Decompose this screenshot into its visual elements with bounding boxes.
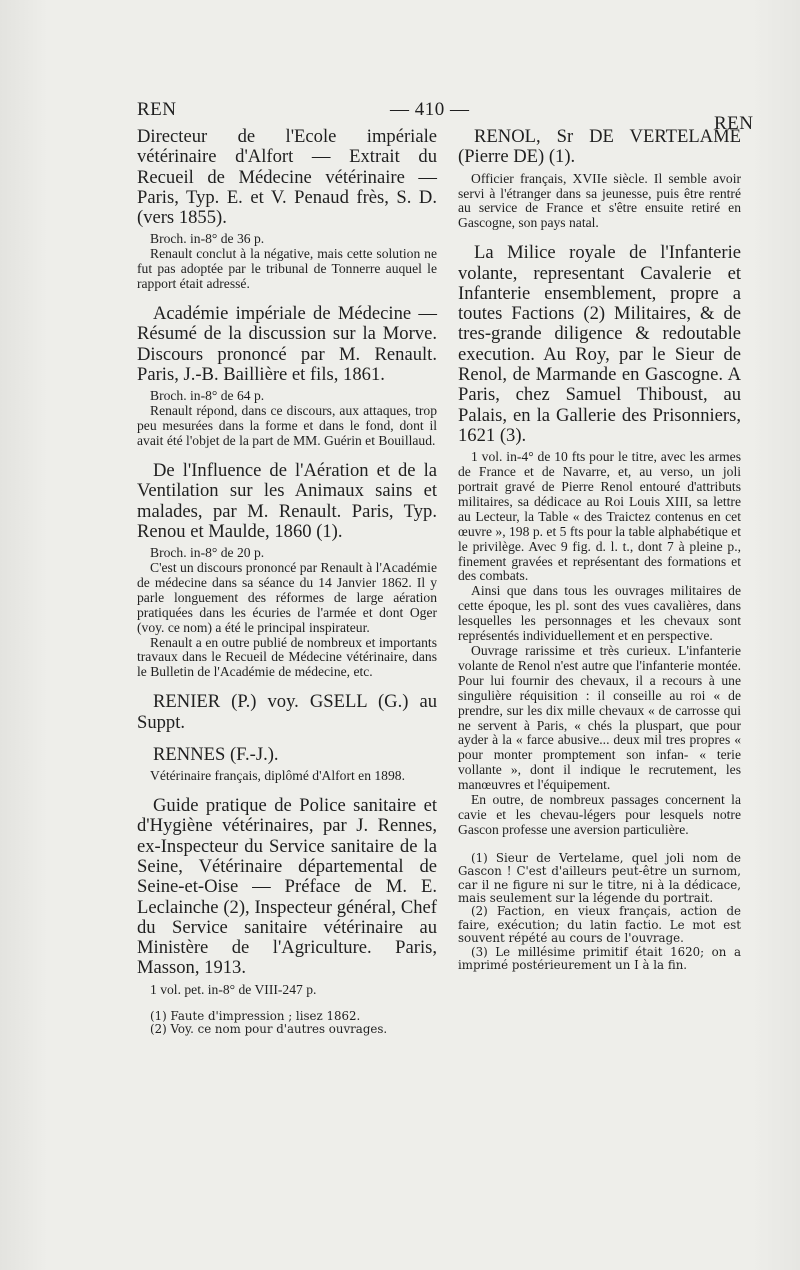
right-footnote: (1) Sieur de Vertelame, quel joli nom de Gascon ! C'est d'ailleurs peut-être un surnom, car il ne figure ni sur le titre, ni à la dédicace, mais seulement sur la légende du portrait. xyxy=(458,850,741,905)
left-entry-title: Directeur de l'Ecole impériale vétérinaire d'Alfort — Extrait du Recueil de Médecine vétérinaire — Paris, Typ. E. et V. Penaud frès, S. D. (vers 1855). xyxy=(137,126,437,229)
left-footnotes xyxy=(137,1010,437,1037)
left-entry-text: Renault conclut à la négative, mais cette solution ne fut pas adoptée par le tribunal de Tonnerre auquel le rapport était adressé. xyxy=(137,246,437,292)
left-footnote: (2) Voy. ce nom pour d'autres ouvrages. xyxy=(150,1022,388,1037)
right-footnote: (3) Le millésime primitif était 1620; on a imprimé postérieurement un I à la fin. xyxy=(458,944,741,972)
right-footnotes xyxy=(458,852,741,973)
left-entry-text: Renault a en outre publié de nombreux et importants travaux dans le Recueil de Médecine vétérinaire, dans le Bulletin de l'Académie de médecine, etc. xyxy=(137,634,437,680)
right-entry-title: RENOL, Sr DE VERTELAME (Pierre DE) (1). xyxy=(458,126,741,168)
left-entry-title: Académie impériale de Médecine — Résumé de la discussion sur la Morve. Discours prononcé par M. Renault. Paris, J.-B. Baillière et fils, 1861. xyxy=(137,303,437,385)
left-entry-text: 1 vol. pet. in-8° de VIII-247 p. xyxy=(150,981,317,997)
left-entry-title: RENIER (P.) voy. GSELL (G.) au Suppt. xyxy=(137,691,437,733)
running-head-left: REN xyxy=(137,99,177,120)
right-entry-text: Officier français, XVIIe siècle. Il semble avoir servi à l'étranger dans sa jeunesse, puis être rentré au service de France et s'être ensuite retiré en Gascogne, son pays natal. xyxy=(458,170,741,231)
left-footnote: (1) Faute d'impression ; lisez 1862. xyxy=(150,1008,361,1023)
left-column xyxy=(137,127,437,1036)
left-entry-title: Guide pratique de Police sanitaire et d'Hygiène vétérinaires, par J. Rennes, ex-Inspecteur du Service sanitaire de la Seine, Vétérinaire départemental de Seine-et-Oise — Préface de M. E. Leclainche (2), Inspecteur général, Chef du Service sanitaire vétérinaire au Ministère de l'Agriculture. Paris, Masson, 1913. xyxy=(137,795,437,979)
left-entry-text: Renault répond, dans ce discours, aux attaques, trop peu mesurées dans la forme et dans le fond, dont il avait été l'objet de la part de MM. Guérin et Bouillaud. xyxy=(137,403,437,449)
left-entry-text: Vétérinaire français, diplômé d'Alfort en 1898. xyxy=(150,768,405,784)
left-entries xyxy=(137,127,437,998)
right-entry-text: Ouvrage rarissime et très curieux. L'infanterie volante de Renol n'est autre que l'infanterie montée. Pour lui fournir des chevaux, il a recours à une singulière réquisition : il conseille au roi « de prendre, sur les dix mille chevaux « de carrosse qui ne servent à Paris, « chés la pluspart, que pour ayder à la « farce abusive... deux mil tres propres « pour monter promptement son infan- « terie vollante », dont il indique le recrutement, les manœuvres et l'équipement. xyxy=(458,642,741,793)
left-entry-title: De l'Influence de l'Aération et de la Ventilation sur les Animaux sains et malades, par M. Renault. Paris, Typ. Renou et Maulde, 1860 (1). xyxy=(137,459,437,542)
running-head-right: REN xyxy=(714,113,754,134)
right-entry-title: La Milice royale de l'Infanterie volante, representant Cavalerie et Infanterie ensemblement, propre a toutes Factions (2) Militaires, & de tres-grande diligence & redoutable execution. Au Roy, par le Sieur de Renol, de Marmande en Gascogne. A Paris, chez Samuel Thiboust, au Palais, en la Gallerie des Prisonniers, 1621 (3). xyxy=(458,242,741,446)
right-footnote: (2) Faction, en vieux français, action de faire, exécution; du latin factio. Le mot est souvent répété au cours de l'ouvrage. xyxy=(458,904,741,946)
left-entry-text: Broch. in-8° de 36 p. xyxy=(150,231,265,247)
left-entry-text: Broch. in-8° de 20 p. xyxy=(150,545,265,561)
page-number: — 410 — xyxy=(390,99,470,120)
left-entry-text: Broch. in-8° de 64 p. xyxy=(150,388,265,404)
right-entry-text: En outre, de nombreux passages concernent la cavie et les chevau-légers pour lesquels notre Gascon professe une aversion particulière. xyxy=(458,792,741,837)
left-entry-title: RENNES (F.-J.). xyxy=(153,743,279,765)
left-entry-text: C'est un discours prononcé par Renault à l'Académie de médecine dans sa séance du 14 Janvier 1862. Il y parle longuement des réformes de large aération pratiquées dans les écuries de l'armée et dont Oger (voy. ce nom) a été le principal inspirateur. xyxy=(137,560,437,635)
right-entry-text: Ainsi que dans tous les ouvrages militaires de cette époque, les pl. sont des vues cavalières, dans lesquelles les personnages et les chevaux sont représentés individuellement et en perspective. xyxy=(458,583,741,644)
right-column xyxy=(458,127,741,972)
right-entries xyxy=(458,127,741,838)
right-entry-text: 1 vol. in-4° de 10 fts pour le titre, avec les armes de France et de Navarre, et, au verso, un joli portrait gravé de Pierre Renol entouré d'attributs militaires, sa dédicace au Roi Louis XIII, sa lettre au Lecteur, la Table « des Traictez contenus en cet œuvre », 198 p. et 5 fts pour la table alphabétique et le privilège. Avec 9 fig. d. l. t., dont 7 à pleine p., finement gravées et représentant des formations et des combats. xyxy=(458,449,741,584)
